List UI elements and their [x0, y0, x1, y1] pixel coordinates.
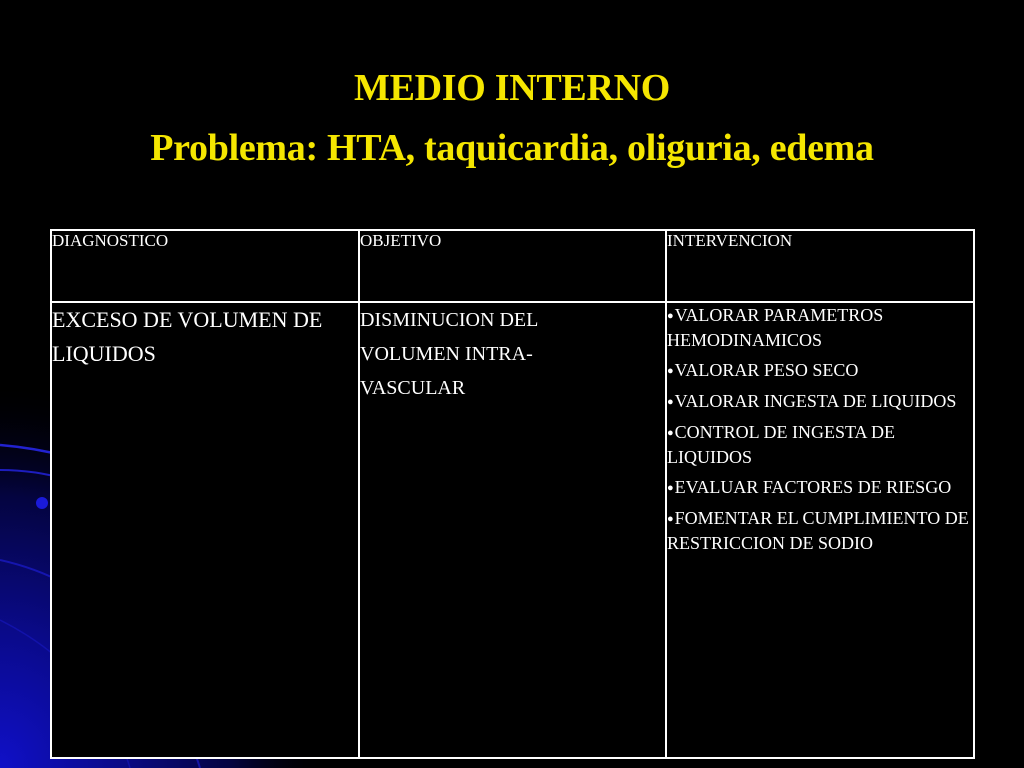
intervention-text: FOMENTAR EL CUMPLIMIENTO DE RESTRICCION DE SODIO	[667, 508, 969, 553]
title-problem: Problema: HTA, taquicardia, oliguria, edema	[150, 127, 874, 169]
care-plan-table	[50, 229, 975, 759]
diagnostico-line: EXCESO DE VOLUMEN DE	[52, 307, 323, 332]
bullet-icon: ●	[667, 396, 674, 408]
slide-title	[0, 64, 1024, 172]
diagnostico-line: LIQUIDOS	[52, 341, 156, 366]
list-item	[667, 420, 973, 469]
list-item	[667, 303, 973, 352]
intervention-list	[667, 303, 973, 555]
cell-diagnostico	[51, 302, 359, 758]
intervention-text: VALORAR INGESTA DE LIQUIDOS	[674, 391, 957, 411]
objetivo-line: VOLUMEN INTRA-	[360, 343, 533, 365]
bullet-icon: ●	[667, 513, 674, 525]
bullet-icon: ●	[667, 310, 674, 322]
table-header-row	[51, 230, 974, 302]
cell-intervencion	[666, 302, 974, 758]
title-main: MEDIO INTERNO	[354, 67, 670, 109]
bullet-icon: ●	[667, 427, 674, 439]
header-intervencion: INTERVENCION	[666, 230, 974, 302]
list-item	[667, 506, 973, 555]
intervention-text: VALORAR PESO SECO	[674, 360, 859, 380]
intervention-text: EVALUAR FACTORES DE RIESGO	[674, 477, 952, 497]
header-objetivo: OBJETIVO	[359, 230, 666, 302]
list-item	[667, 358, 973, 383]
header-diagnostico: DIAGNOSTICO	[51, 230, 359, 302]
list-item	[667, 389, 973, 414]
bullet-icon: ●	[667, 482, 674, 494]
objetivo-line: DISMINUCION DEL	[360, 309, 539, 331]
table-row	[51, 302, 974, 758]
intervention-text: CONTROL DE INGESTA DE LIQUIDOS	[667, 422, 896, 467]
bullet-icon: ●	[667, 365, 674, 377]
cell-objetivo	[359, 302, 666, 758]
list-item	[667, 475, 973, 500]
objetivo-line: VASCULAR	[360, 377, 466, 399]
intervention-text: VALORAR PARAMETROS HEMODINAMICOS	[667, 305, 884, 350]
